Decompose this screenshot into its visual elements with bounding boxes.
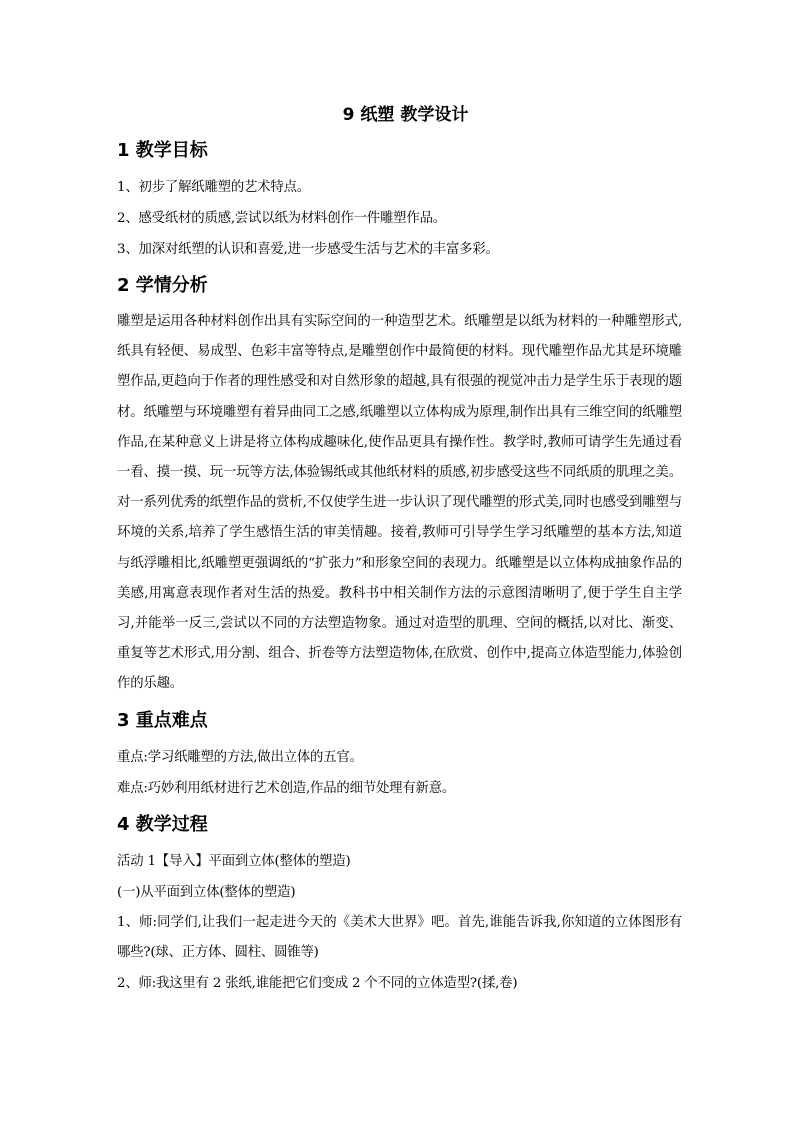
difficulty-line: 难点:巧妙利用纸材进行艺术创造,作品的细节处理有新意。 [117, 780, 456, 796]
key-point-line: 重点:学习纸雕塑的方法,做出立体的五官。 [117, 749, 363, 765]
process-step-2: 2、师:我这里有 2 张纸,谁能把它们变成 2 个不同的立体造型?(揉,卷) [117, 976, 518, 992]
section-heading-key-points: 3 重点难点 [117, 709, 208, 731]
section-heading-process: 4 教学过程 [117, 813, 208, 835]
activity-title: 活动 1【导入】平面到立体(整体的塑造) [117, 853, 351, 869]
process-step-1: 1、师:同学们,让我们一起走进今天的《美术大世界》吧。首先,谁能告诉我,你知道的立体图形有哪些?(球、正方体、圆柱、圆锥等) [117, 914, 682, 960]
objective-item-2: 2、感受纸材的质感,尝试以纸为材料创作一件雕塑作品。 [117, 211, 446, 226]
objective-item-3: 3、加深对纸塑的认识和喜爱,进一步感受生活与艺术的丰富多彩。 [117, 242, 499, 257]
document-title: 9 纸塑 教学设计 [342, 105, 469, 125]
section-heading-objectives: 1 教学目标 [117, 140, 208, 161]
objective-item-1: 1、初步了解纸雕塑的艺术特点。 [117, 180, 310, 195]
document-page [117, 100, 682, 999]
analysis-paragraph: 雕塑是运用各种材料创作出具有实际空间的一种造型艺术。纸雕塑是以纸为材料的一种雕塑形式,纸具有轻便、易成型、色彩丰富等特点,是雕塑创作中最简便的材料。现代雕塑作品尤其是环境雕塑作品,更趋向于作者的理性感受和对自然形象的超越,具有很强的视觉冲击力是学生乐于表现的题材。纸雕塑与环境雕塑有着异曲同工之感,纸雕塑以立体构成为原理,制作出具有三维空间的纸雕塑作品,在某种意义上讲是将立体构成趣味化,使作品更具有操作性。教学时,教师可请学生先通过看一看、摸一摸、玩一玩等方法,体验锡纸或其他纸材料的质感,初步感受这些不同纸质的肌理之美。对一系列优秀的纸塑作品的赏析,不仅使学生进一步认识了现代雕塑的形式美,同时也感受到雕塑与环境的关系,培养了学生感悟生活的审美情趣。接着,教师可引导学生学习纸雕塑的基本方法,知道与纸浮雕相比,纸雕塑更强调纸的“扩张力”和形象空间的表现力。纸雕塑是以立体构成抽象作品的美感,用寓意表现作者对生活的热爱。教科书中相关制作方法的示意图清晰明了,便于学生自主学习,并能举一反三,尝试以不同的方法塑造物象。通过对造型的肌理、空间的概括,以对比、渐变、重复等艺术形式,用分割、组合、折卷等方法塑造物体,在欣赏、创作中,提高立体造型能力,体验创作的乐趣。 [117, 314, 682, 692]
activity-subtitle: (一)从平面到立体(整体的塑造) [117, 884, 296, 900]
section-heading-analysis: 2 学情分析 [117, 275, 208, 296]
